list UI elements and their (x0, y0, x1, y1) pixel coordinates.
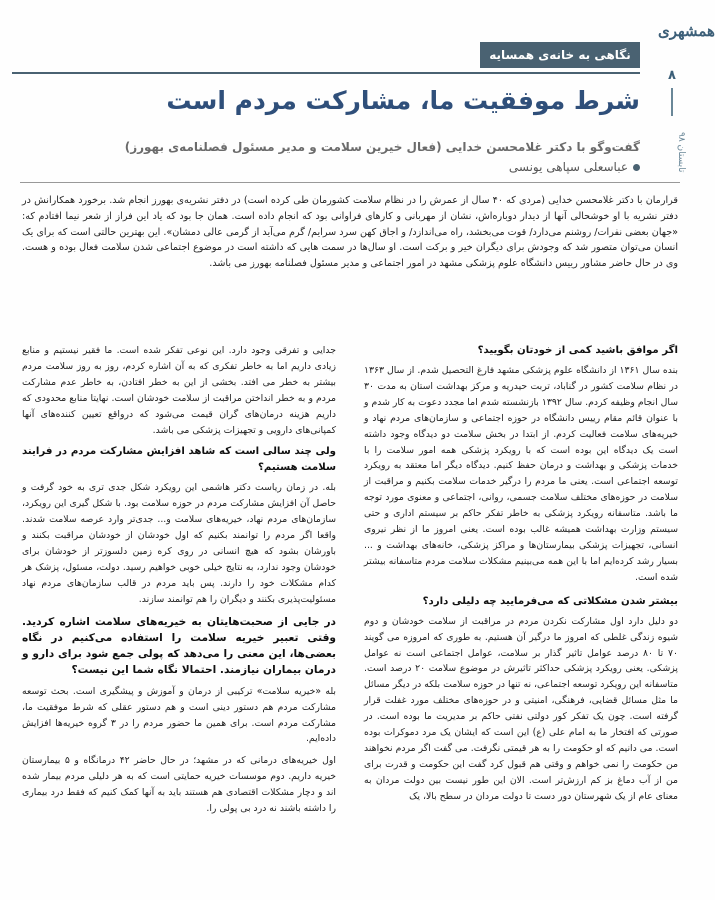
answer-paragraph: جدایی و تفرقی وجود دارد. این نوعی تفکر شده است. ما فقیر نیستیم و منابع زیادی داریم اما به خاطر تفکری که به آن اشاره کردم، روز به روز سلامت مردم بیشتر به خطر می افتد. بخشی از این به خطر افتادن، به خاطر عدم مشارکت مردم و به خطر انداختن مراقبت از سلامت خودشان است. نهایتا منابع محدودی که داریم هزینه درمان‌های گران قیمت می‌شود که درواقع تعیین کننده‌های آنها کمپانی‌های دارویی و تجهیزات پزشکی می باشد. (22, 345, 336, 436)
answer-paragraph: بنده سال ۱۳۶۱ از دانشگاه علوم پزشکی مشهد فارغ التحصیل شدم. از سال ۱۳۶۳ در نظام سلامت کشور در گناباد، تربت حیدریه و مرکز بهداشت استان به مدت ۳۰ سال انجام وظیفه کردم. سال ۱۳۹۲ بازنشسته شدم اما مجدد دعوت به کار شدم و با عنوان قائم مقام رییس دانشگاه در حوزه اجتماعی و سازمان‌های مردم نهاد و خیریه‌های سلامت فعالیت کردم. از ابتدا در بخش سلامت دو دیدگاه وجود داشته است یک دیدگاه این بوده است که با رویکرد پزشکی همه امور سلامت را با خدمات پزشکی و بهداشت و درمان حفظ کنیم. دیدگاه دیگر اما معتقد به رویکرد توسعه اجتماعی است. یعنی ما مردم را درگیر خدمات سلامت بکنیم و مراقبت از سلامت در حوزه‌های مختلف سلامت جسمی، روانی، اجتماعی و معنوی مورد توجه ما باشد. متاسفانه رویکرد پزشکی به خاطر تفکر حاکم بر سیستم اداری و حتی سیستم وزارت بهداشت همیشه غالب بوده است. یعنی امروز ما از نظر نیروی انسانی، تجهیزات پزشکی بیمارستان‌ها و مراکز پزشکی، خانه‌های بهداشت و ... بسیار رشد کرده‌ایم اما با این همه می‌بینیم مشکلات سلامت مردم متاسفانه بیشتر شده است. (364, 365, 679, 583)
right-column (364, 343, 678, 811)
answer-paragraph: اول خیریه‌های درمانی که در مشهد؛ در حال حاضر ۴۲ درمانگاه و ۵ بیمارستان خیریه داریم. دوم موسسات خیریه حمایتی است که به هر دلیلی مردم بیمار شده اند و دچار مشکلات اقتصادی هم هستند باید به آنها کمک کنیم که فقط درد بیماری را داشته باشند نه درد بی پولی را. (22, 755, 336, 815)
intro-paragraph: قرارمان با دکتر غلامحسن خدایی (مردی که ۴۰ سال از عمرش را در نظام سلامت کشورمان طی کرده است) در دفتر نشریه‌ی بهورز انجام شد. برخورد همکارانش در دفتر نشریه با او خوشحالی آنها از دیدار دوباره‌اش، نشان از مهربانی و کارهای فراوانی بود که انجام داده است. همان جا بود که یاد این فراز از شعر نیما افتادم که: «جهان بعضی نفرات/ روشنم می‌دارد/ قوت می‌بخشد، راه می‌اندازد/ و اجاق کهن سرد سرایم/ گرم می‌آید از گرمی عالی دمشان». این بهترین حالتی است که برای یک انسان می‌توان متصور شد که وجودش برای دیگران خیر و برکت است. او سال‌ها در سمت هایی که داشته است در موضوع اجتماعی شدن سلامت فعال بوده و هست. وی در حال حاضر مشاور رییس دانشگاه علوم پزشکی مشهد در امور اجتماعی و مدیر مسئول فصلنامه بهورز می باشد. (22, 195, 678, 270)
bullet-icon (633, 164, 640, 171)
intro-divider (20, 182, 680, 183)
pull-quote-question: در جایی از صحبت‌هایتان به خیریه‌های سلامت اشاره کردید. وقتی تعبیر خیریه سلامت را استفاده می‌کنیم در نگاه بعضی‌ها، این معنی را می‌دهد که پولی جمع شود برای دارو و درمان بیماران نیازمند. احتمالا نگاه شما این نیست؟ (22, 615, 336, 676)
article-intro (22, 193, 678, 272)
left-column (22, 343, 336, 823)
question-heading: ولی چند سالی است که شاهد افزایش مشارکت مردم در فرایند سلامت هستیم؟ (22, 446, 336, 474)
section-label: نگاهی به خانه‌ی همسایه (480, 42, 640, 68)
answer-paragraph: دو دلیل دارد اول مشارکت نکردن مردم در مراقبت از سلامت خودشان و دوم شیوه زندگی غلطی که امروز ما درگیر آن هستیم. به طوری که امروزه می گویند ۷۰ تا ۸۰ درصد عوامل تاثیر گذار بر سلامت، عوامل اجتماعی است نه عوامل پزشکی. یعنی رویکرد پزشکی حداکثر تاثیرش در موضوع سلامت ۲۰ درصد است. متاسفانه این رویکرد توسعه اجتماعی، نه تنها در حوزه سلامت بلکه در دیگر مسائل ما مثل مسائل قضایی، فرهنگی، امنیتی و در حوزه‌های مختلف مورد غفلت قرار گرفته است. چون یک تفکر کور دولتی نفتی حاکم بر مدیریت ما بوده است. در صورتی که افتخار ما به امام علی (ع) این است که ایشان یک مرد دموکرات بوده است. می دانیم که او حکومت را به هر قیمتی نگرفت. می گفت اگر مردم نخواهند من حکومت را نمی خواهم و وقتی هم قبول کرد گفت این حکومت و قدرت برای من از آب دماغ بز کم ارزش‌تر است. الان این طور نیست بین دولت مردان به معنای عام از یک شهرستان دور دست تا دولت مردان در سطح بالا، یک (364, 615, 678, 802)
brand-logo: همشهری (658, 22, 715, 40)
page-number: ۸ (668, 68, 676, 83)
answer-paragraph: بله «خیریه سلامت» ترکیبی از درمان و آموزش و پیشگیری است. بحث توسعه مشارکت مردم هم دستور دینی است و هم دستور عقلی که شرط موفقیت ما، مشارکت مردم است. برای همین ما حضور مردم را در ۳ گروه خیریه‌ها افزایش داده‌ایم. (22, 685, 336, 745)
side-divider (671, 88, 673, 116)
question-heading: بیشتر شدن مشکلاتی که می‌فرمایید چه دلیلی دارد؟ (422, 595, 678, 607)
question-heading: اگر موافق باشید کمی از خودتان بگویید؟ (477, 345, 678, 356)
article-title: شرط موفقیت ما، مشارکت مردم است (166, 86, 640, 115)
author-line (80, 160, 640, 174)
author-name: عباسعلی سپاهی یونسی (508, 160, 628, 174)
article-subtitle: گفت‌وگو با دکتر غلامحسن خدایی (فعال خیرین سلامت و مدیر مسئول فصلنامه‌ی بهورز) (124, 140, 640, 154)
title-rule (12, 72, 640, 74)
answer-paragraph: بله. در زمان ریاست دکتر هاشمی این رویکرد شکل جدی تری به خود گرفت و حاصل آن افزایش مشارکت مردم در حوزه سلامت بود. با شکل گیری این رویکرد، سازمان‌های مردم نهاد، خیریه‌های سلامت و... جدی‌تر وارد عرصه سلامت شدند. واقعا اگر مردم را توانمند بکنیم که اول خودشان از خودشان مراقبت بکنند و باورشان بشود که هیچ انسانی در روی کره زمین دلسوزتر از خودشان برای خودشان وجود ندارد، به نتایج خیلی خوبی خواهیم رسید. دولت، مسئول، پزشک هر کدام مشکلات خود را دارند. پس باید مردم در قالب سازمان‌های مردم نهاد مسئولیت‌پذیری بکنند و دیگران را هم توانمند سازند. (22, 482, 336, 605)
issue-label: تابستان ۹۸ (676, 131, 686, 173)
